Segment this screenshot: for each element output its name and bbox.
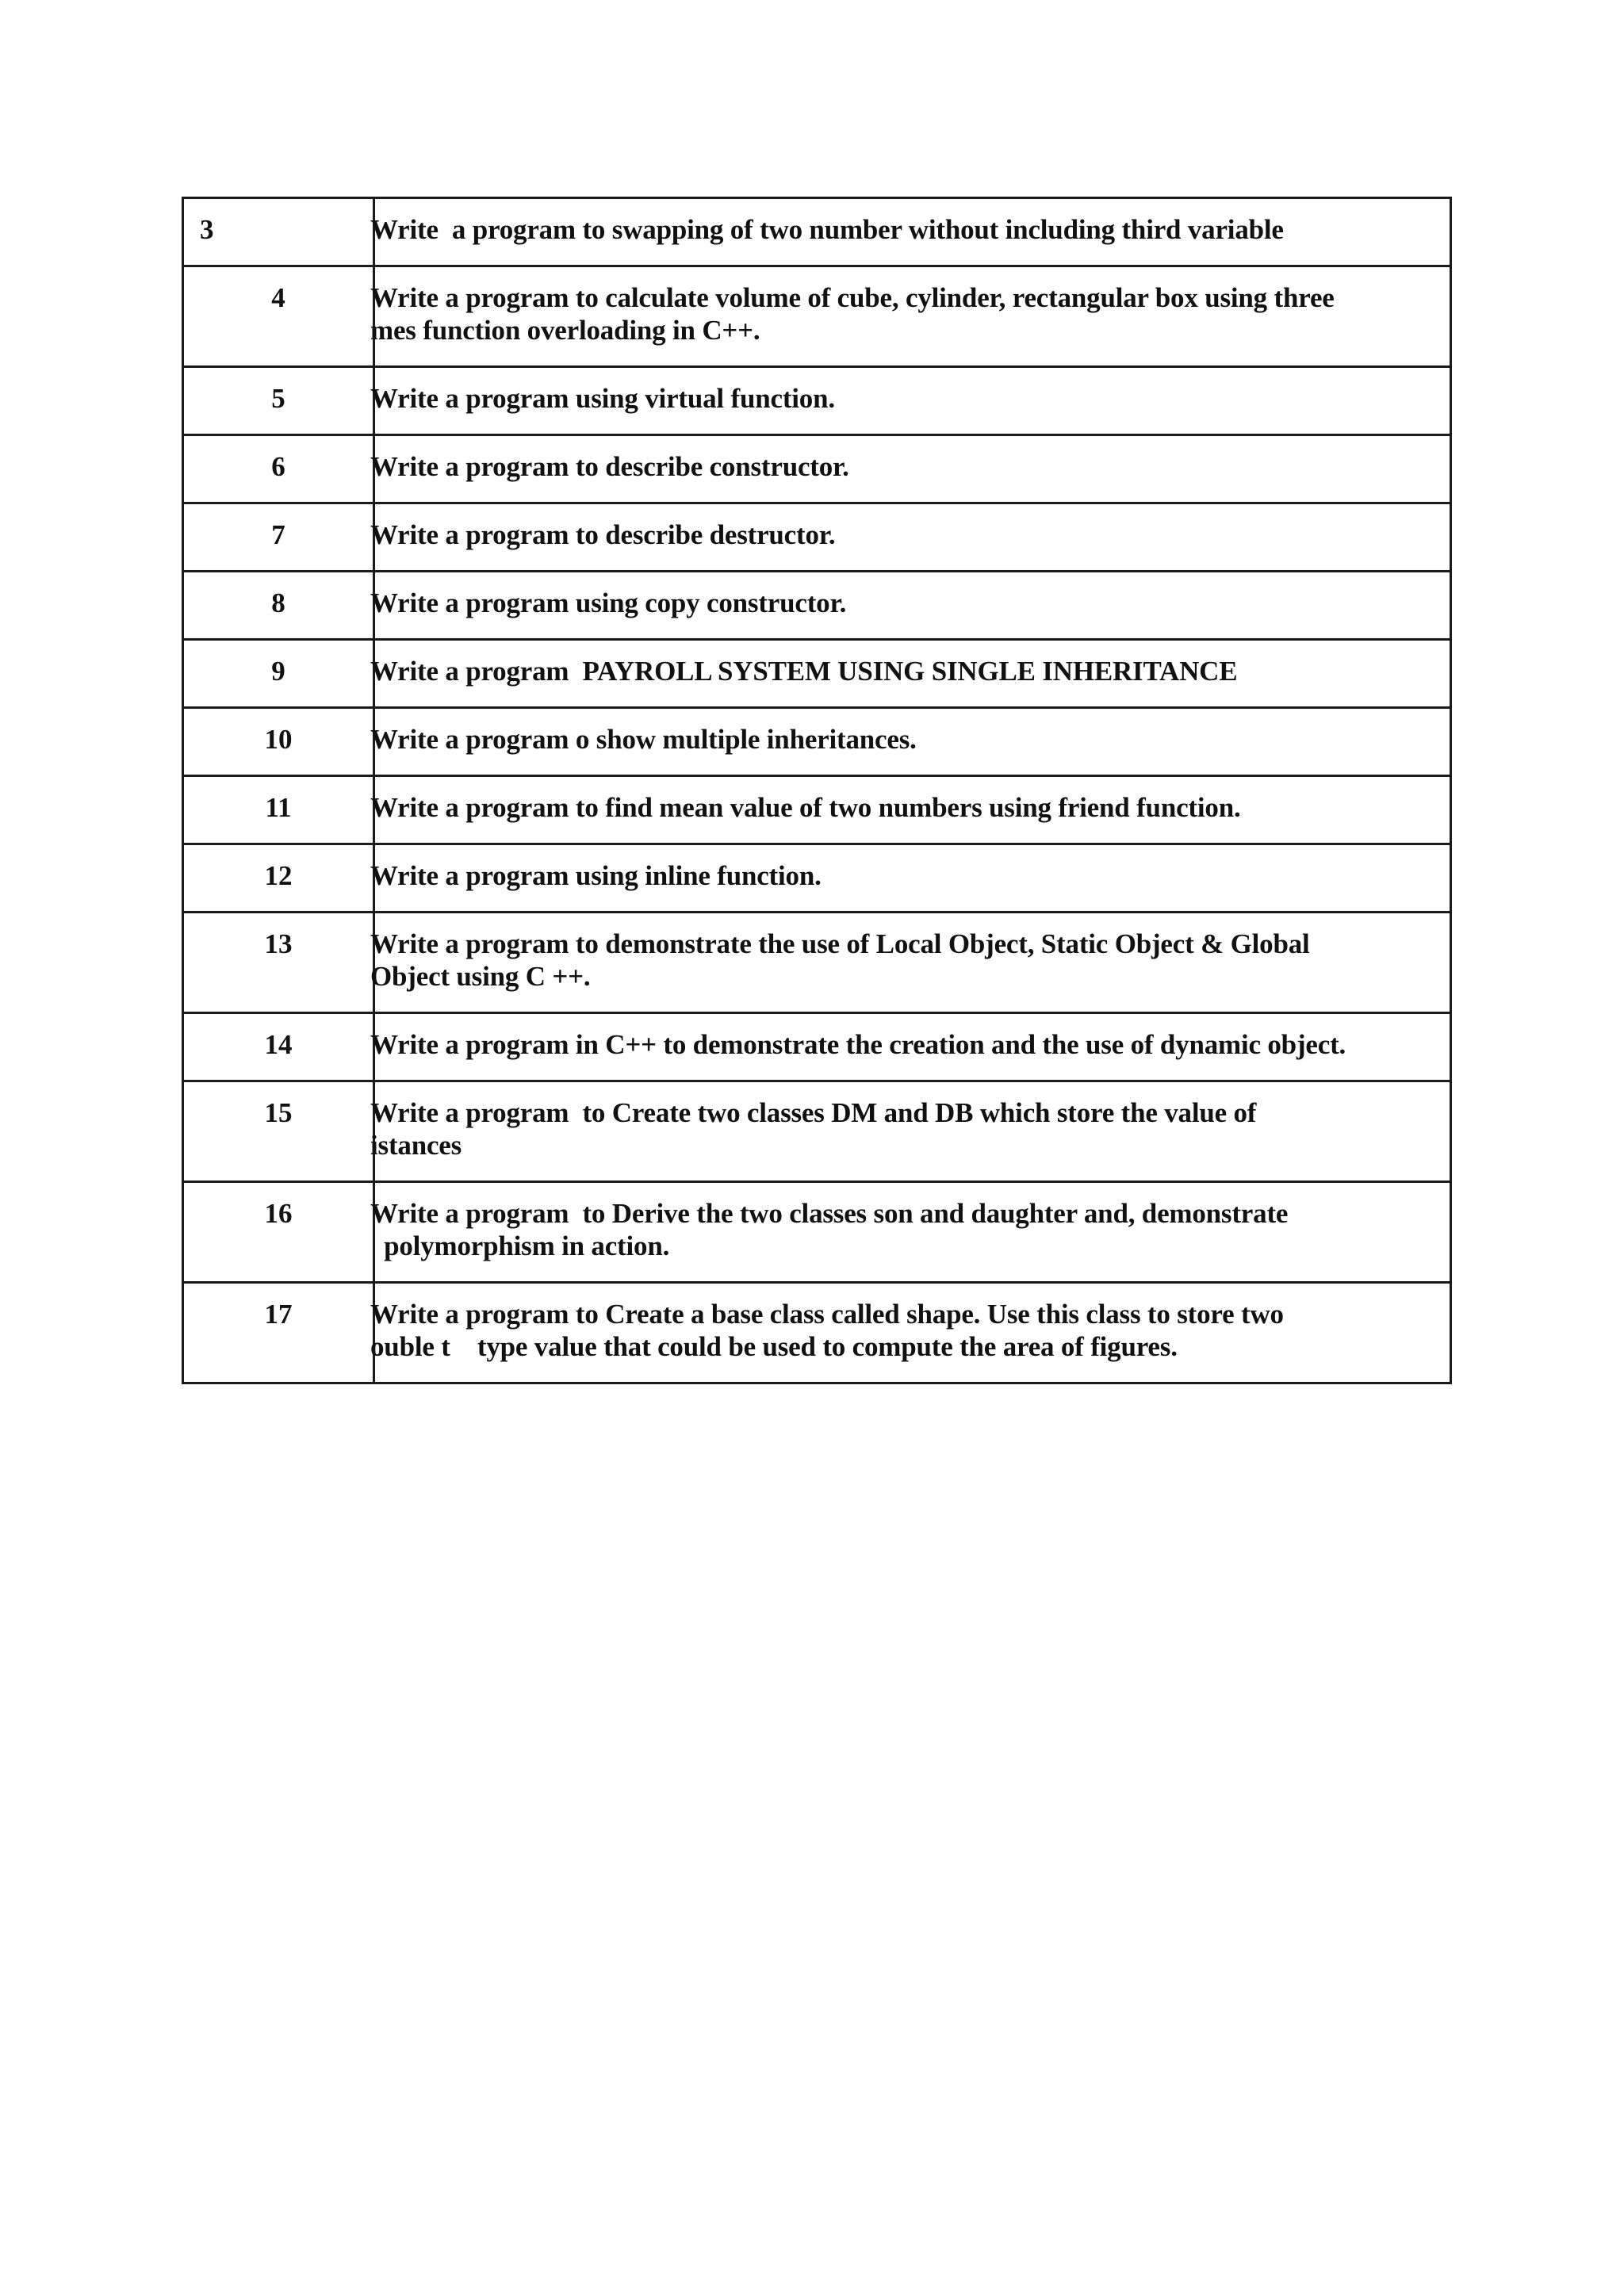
row-number: 8 — [183, 572, 374, 640]
row-description-text: Write a program to Create a base class called shape. Use this class to store two ouble t type value that could be used to compute the area of figures. — [370, 1299, 1284, 1362]
row-description-text: Write a program to demonstrate the use of Local Object, Static Object & Global Object using C ++. — [370, 928, 1310, 992]
row-description — [370, 640, 1451, 708]
table-row — [183, 640, 1451, 708]
row-description-text: Write a program using copy constructor. — [370, 587, 847, 618]
table-row — [183, 708, 1451, 776]
table-row — [183, 503, 1451, 572]
program-list-table — [182, 197, 1452, 1384]
row-number: 17 — [183, 1283, 374, 1383]
row-number: 15 — [183, 1081, 374, 1182]
row-description-text: Write a program in C++ to demonstrate the creation and the use of dynamic object. — [370, 1029, 1346, 1060]
row-description — [370, 776, 1451, 844]
row-number: 9 — [183, 640, 374, 708]
row-number: 10 — [183, 708, 374, 776]
row-number: 7 — [183, 503, 374, 572]
row-description — [370, 367, 1451, 435]
table-row — [183, 367, 1451, 435]
row-number: 5 — [183, 367, 374, 435]
table-row — [183, 844, 1451, 913]
row-description-text: Write a program to calculate volume of cube, cylinder, rectangular box using three mes function overloading in C++. — [370, 282, 1335, 346]
row-description-text: Write a program PAYROLL SYSTEM USING SINGLE INHERITANCE — [370, 656, 1238, 687]
row-description — [370, 844, 1451, 913]
table-row — [183, 1182, 1451, 1283]
row-number: 13 — [183, 913, 374, 1013]
row-number: 4 — [183, 266, 374, 367]
row-number: 6 — [183, 435, 374, 503]
row-description — [370, 198, 1451, 266]
row-description — [370, 913, 1451, 1013]
table-row — [183, 776, 1451, 844]
row-description-text: Write a program to describe constructor. — [370, 451, 849, 482]
table-row — [183, 266, 1451, 367]
table-row — [183, 435, 1451, 503]
row-number: 12 — [183, 844, 374, 913]
row-description — [370, 435, 1451, 503]
row-description-text: Write a program to Derive the two classes son and daughter and, demonstrate polymorphism in action. — [370, 1198, 1289, 1261]
row-description-text: Write a program to swapping of two number without including third variable — [370, 214, 1284, 245]
row-number: 3 — [183, 198, 374, 266]
row-description-text: Write a program o show multiple inheritances. — [370, 724, 917, 755]
row-description — [370, 708, 1451, 776]
row-description-text: Write a program to describe destructor. — [370, 519, 836, 550]
table-row — [183, 913, 1451, 1013]
row-description — [370, 503, 1451, 572]
row-description — [370, 1283, 1451, 1383]
table-row — [183, 1283, 1451, 1383]
row-number: 11 — [183, 776, 374, 844]
row-description — [370, 266, 1451, 367]
row-description — [370, 572, 1451, 640]
table-row — [183, 1081, 1451, 1182]
row-description-text: Write a program to find mean value of two numbers using friend function. — [370, 792, 1241, 823]
table-row — [183, 572, 1451, 640]
row-number: 16 — [183, 1182, 374, 1283]
row-number: 14 — [183, 1013, 374, 1081]
row-description-text: Write a program using virtual function. — [370, 383, 835, 414]
row-description — [370, 1182, 1451, 1283]
row-description-text: Write a program using inline function. — [370, 860, 822, 891]
table-row — [183, 1013, 1451, 1081]
row-description-text: Write a program to Create two classes DM and DB which store the value of istances — [370, 1097, 1257, 1161]
table-row — [183, 198, 1451, 266]
row-description — [370, 1081, 1451, 1182]
row-description — [370, 1013, 1451, 1081]
